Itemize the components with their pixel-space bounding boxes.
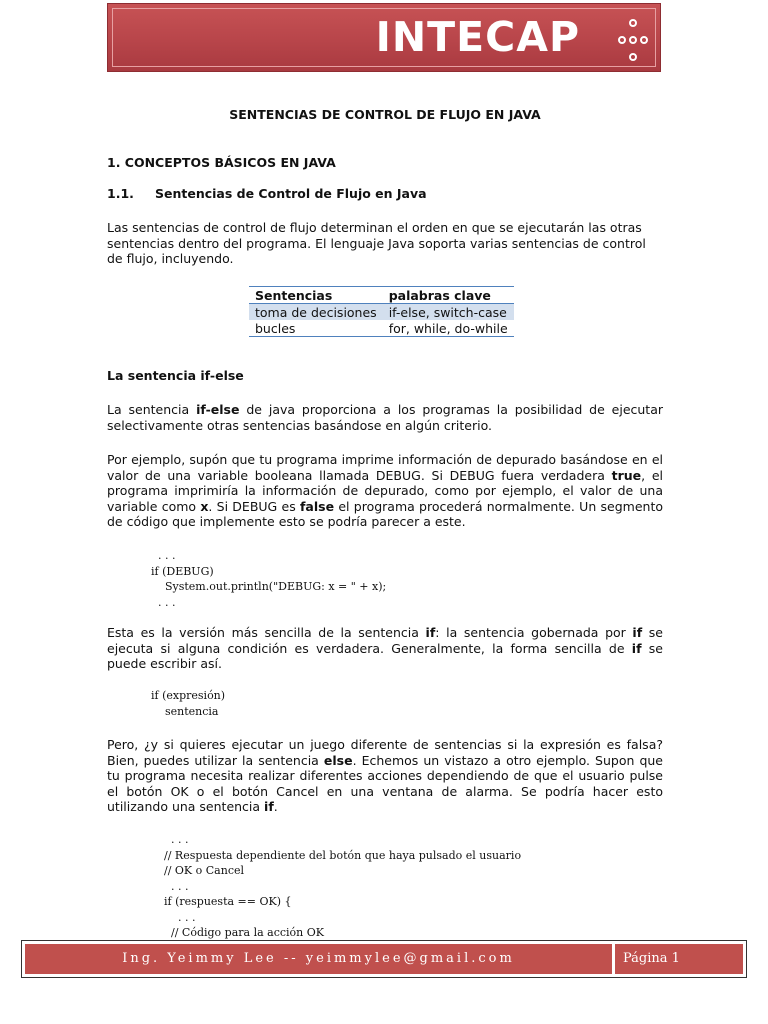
paragraph xyxy=(107,402,663,433)
text-run: . xyxy=(273,799,278,815)
bold-keyword: x xyxy=(200,498,209,514)
bold-keyword: if xyxy=(631,640,642,656)
text-run: : la sentencia gobernada por xyxy=(435,625,633,640)
table-row xyxy=(249,320,514,337)
text-run: se ejecuta si alguna condición es verdadera. Generalmente, la forma sencilla de xyxy=(107,625,663,656)
intro-line: sentencias dentro del programa. El lenguaje Java soporta varias sentencias de control xyxy=(107,235,646,251)
code-block: . . . // Respuesta dependiente del botón que haya pulsado el usuario // OK o Cancel . . . if (respuesta == OK) { . . . // Código para la acción OK xyxy=(164,833,522,939)
text-run: Por ejemplo, supón que tu programa imprime información de depurado basándose en el valor de una variable booleana llamada DEBUG. Si DEBUG fuera verdadera xyxy=(107,452,663,483)
bold-keyword: else xyxy=(323,752,353,768)
bold-keyword: if xyxy=(264,799,274,815)
text-run: Esta es la versión más sencilla de la sentencia xyxy=(107,625,426,640)
section-heading-1: 1. CONCEPTOS BÁSICOS EN JAVA xyxy=(107,155,336,170)
intro-line: Las sentencias de control de flujo determinan el orden en que se ejecutarán las otras xyxy=(107,220,642,235)
bold-keyword: if-else xyxy=(196,402,240,417)
footer-author-bar xyxy=(25,944,612,974)
table-header: Sentencias xyxy=(249,287,383,304)
page-number: Página 1 xyxy=(623,951,680,966)
paragraph xyxy=(107,452,663,530)
footer-author: Ing. Yeimmy Lee -- yeimmylee@gmail.com xyxy=(122,951,515,966)
table-cell: toma de decisiones xyxy=(249,304,383,321)
intro-paragraph xyxy=(107,220,646,267)
bold-keyword: if xyxy=(632,625,643,640)
code-block: if (expresión) sentencia xyxy=(151,689,226,718)
text-run: Pero, ¿y si quieres ejecutar un juego diferente de sentencias si la expresión es falsa? Bien, puedes utilizar la sentencia xyxy=(107,737,663,768)
table-cell: for, while, do-while xyxy=(383,320,514,337)
subheading-if-else: La sentencia if-else xyxy=(107,368,244,383)
paragraph xyxy=(107,625,663,672)
text-run: el programa procederá normalmente. Un segmento de código que implemente esto se podría parecer a este. xyxy=(107,498,663,530)
text-run: . Si DEBUG es xyxy=(208,498,300,514)
bold-keyword: false xyxy=(299,498,335,514)
table-row xyxy=(249,304,514,321)
table-cell: bucles xyxy=(249,320,383,337)
paragraph xyxy=(107,737,663,815)
bold-keyword: if xyxy=(425,625,436,640)
text-run: , el programa imprimiría la información de depurado, como por ejemplo, el valor de una variable como xyxy=(107,467,663,514)
intecap-logo-text: INTECAP xyxy=(375,13,580,61)
table-header: palabras clave xyxy=(383,287,514,304)
table-cell: if-else, switch-case xyxy=(383,304,514,321)
table-header-row xyxy=(249,287,514,304)
section-heading-1-1 xyxy=(107,186,427,201)
intro-line: de flujo, incluyendo. xyxy=(107,251,234,267)
text-run: se puede escribir así. xyxy=(107,640,663,672)
header-banner xyxy=(107,3,661,72)
section-number: 1.1. xyxy=(107,186,134,201)
document-title: SENTENCIAS DE CONTROL DE FLUJO EN JAVA xyxy=(229,107,541,122)
logo-dots-icon xyxy=(618,19,648,65)
bold-keyword: true xyxy=(611,467,642,483)
keywords-table xyxy=(249,286,514,337)
text-run: La sentencia xyxy=(107,402,197,417)
text-run: de java proporciona a los programas la posibilidad de ejecutar selectivamente otras sentencias basándose en algún criterio. xyxy=(107,402,664,433)
footer-page-box xyxy=(615,944,743,974)
section-title: Sentencias de Control de Flujo en Java xyxy=(155,186,427,201)
text-run: . Echemos un vistazo a otro ejemplo. Supon que tu programa necesita realizar diferentes acciones dependiendo de que el usuario pulse el botón OK o el botón Cancel en una ventana de alarma. Se podría hacer esto utilizando una sentencia xyxy=(107,752,663,815)
code-block: . . . if (DEBUG) System.out.println("DEBUG: x = " + x); . . . xyxy=(151,549,387,609)
